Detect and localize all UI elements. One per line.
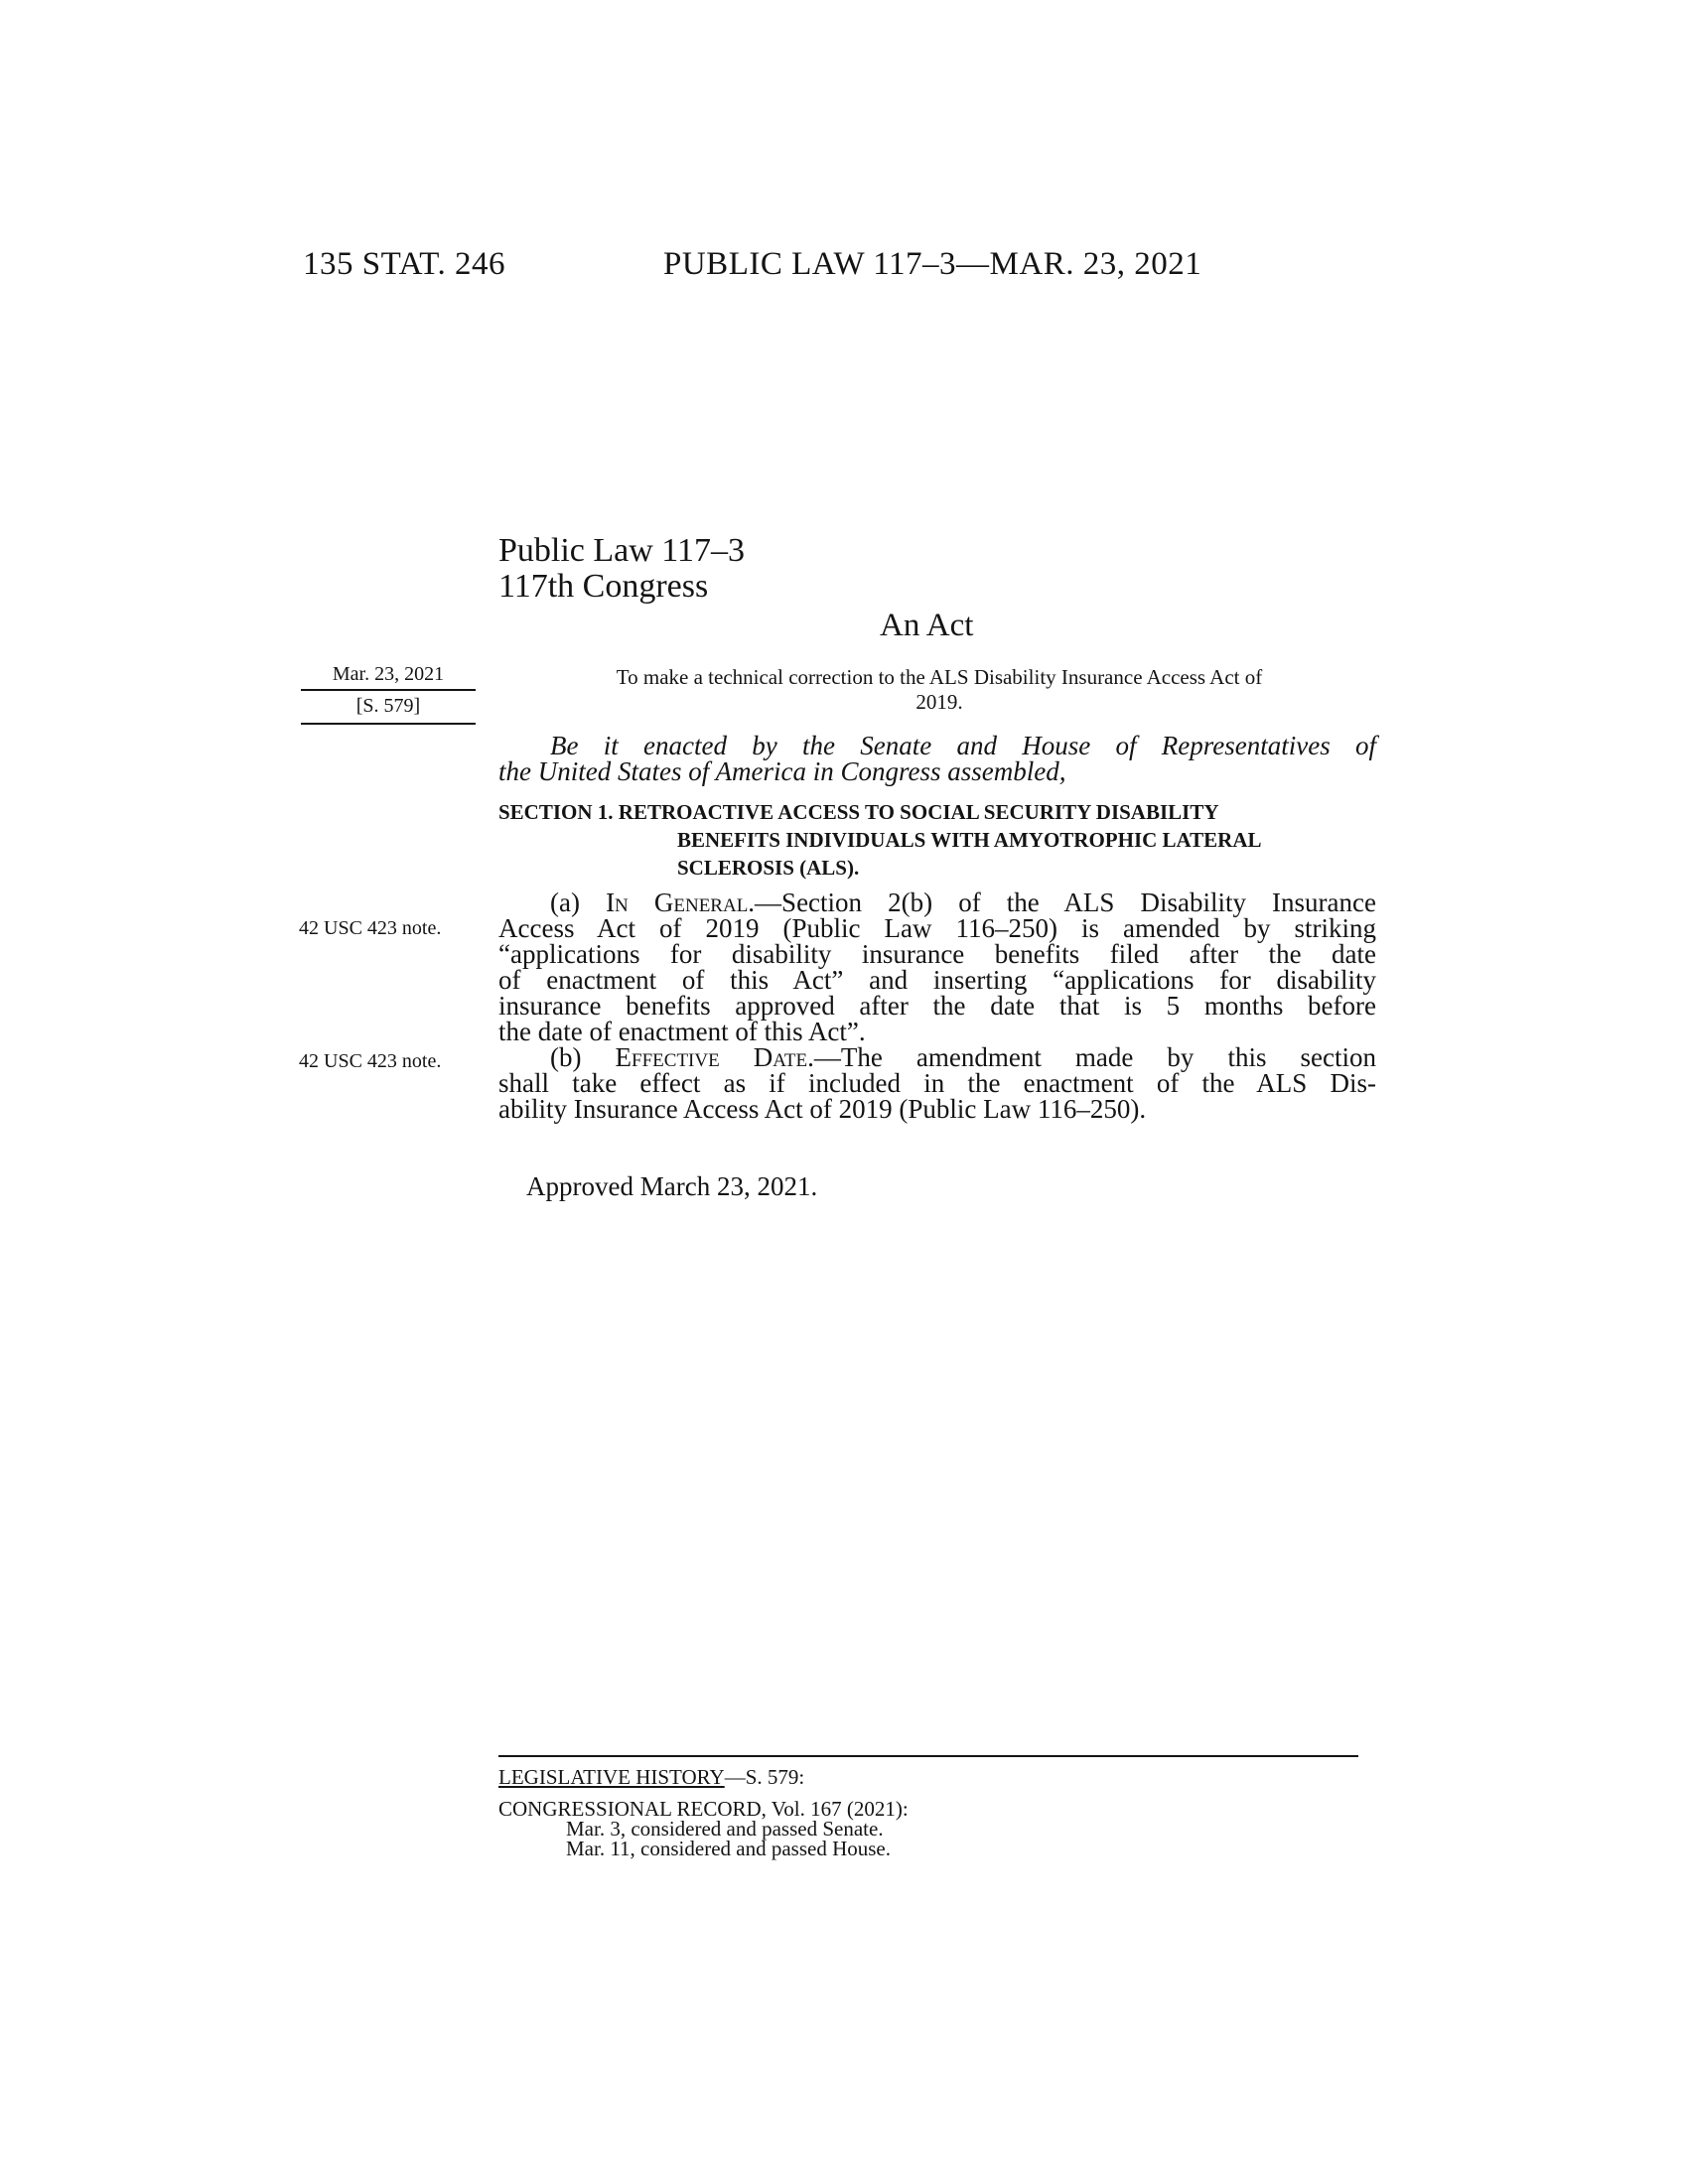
legislative-history-heading (498, 1767, 804, 1787)
subsection-a (498, 889, 1376, 1044)
page-reference: 135 STAT. 246 (303, 246, 506, 282)
subsection-b-line-2: shall take effect as if included in the enactment of the ALS Dis- (498, 1068, 1376, 1098)
subsection-b-heading: Effective Date (615, 1042, 808, 1072)
margin-note-usc-a: 42 USC 423 note. (299, 917, 442, 939)
history-entry-senate: Mar. 3, considered and passed Senate. (566, 1817, 884, 1841)
act-label: An Act (880, 608, 974, 643)
section-heading-line-2: BENEFITS INDIVIDUALS WITH AMYOTROPHIC LATERAL (677, 828, 1262, 852)
subsection-a-line-1 (498, 889, 1376, 915)
subsection-a-line-3: “applications for disability insurance benefits filed after the date (498, 939, 1376, 969)
subsection-b (498, 1044, 1376, 1122)
subsection-a-dash: .— (748, 887, 782, 917)
history-entry-house: Mar. 11, considered and passed House. (566, 1837, 891, 1860)
subsection-a-line-5: insurance benefits approved after the date that is 5 months before (498, 991, 1376, 1021)
subsection-b-text-1: The amendment made by this section (840, 1042, 1377, 1072)
subsection-b-designation: (b) (550, 1042, 616, 1072)
margin-rule-top (301, 689, 476, 691)
running-title: PUBLIC LAW 117–3—MAR. 23, 2021 (663, 246, 1202, 282)
legislative-history-bill: —S. 579: (724, 1765, 805, 1789)
margin-bill-number: [S. 579] (355, 695, 421, 717)
subsection-a-line-6: the date of enactment of this Act”. (498, 1017, 866, 1046)
purpose-line-1: To make a technical correction to the ALS Disability Insurance Access Act of (616, 665, 1263, 689)
section-heading-line-1: SECTION 1. RETROACTIVE ACCESS TO SOCIAL SECURITY DISABILITY (498, 800, 1219, 824)
legislative-history-rule (498, 1755, 1358, 1757)
subsection-a-heading: In General (606, 887, 749, 917)
enacting-clause (498, 733, 1376, 784)
margin-note-usc-b: 42 USC 423 note. (299, 1050, 442, 1072)
act-purpose (544, 665, 1335, 715)
legislative-history-label: LEGISLATIVE HISTORY (498, 1765, 725, 1789)
subsection-b-line-3: ability Insurance Access Act of 2019 (Public Law 116–250). (498, 1094, 1147, 1124)
law-number: Public Law 117–3 (498, 532, 746, 569)
enacting-clause-line-1: Be it enacted by the Senate and House of Representatives of (550, 731, 1376, 760)
subsection-b-line-1 (498, 1044, 1376, 1070)
subsection-a-line-4: of enactment of this Act” and inserting “applications for disability (498, 965, 1376, 995)
margin-date: Mar. 23, 2021 (332, 663, 445, 685)
congress-label: 117th Congress (498, 568, 709, 605)
enacting-clause-line-2: the United States of America in Congress assembled, (498, 756, 1066, 786)
subsection-a-text-1: Section 2(b) of the ALS Disability Insurance (781, 887, 1376, 917)
subsection-a-designation: (a) (550, 887, 607, 917)
margin-rule-bottom (301, 723, 476, 725)
congressional-record: CONGRESSIONAL RECORD, Vol. 167 (2021): (498, 1797, 909, 1821)
section-heading-line-3: SCLEROSIS (ALS). (677, 856, 860, 880)
approval-date: Approved March 23, 2021. (526, 1171, 818, 1201)
purpose-line-2: 2019. (915, 690, 963, 714)
subsection-b-dash: .— (807, 1042, 841, 1072)
subsection-a-line-2: Access Act of 2019 (Public Law 116–250) is amended by striking (498, 913, 1376, 943)
